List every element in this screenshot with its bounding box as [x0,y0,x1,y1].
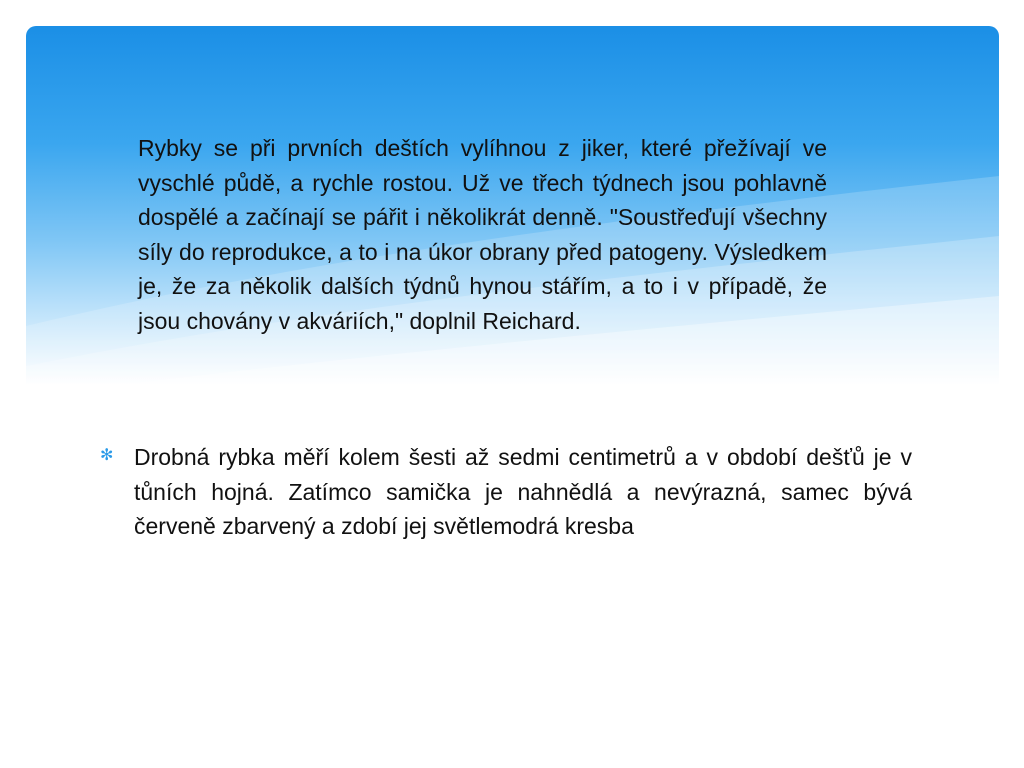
bullet-text: Drobná rybka měří kolem šesti až sedmi centimetrů a v období dešťů je v tůních hojná. Zatímco samička je nahnědlá a nevýrazná, samec bývá červeně zbarvený a zdobí jej světlemodrá kresba [134,444,912,540]
main-paragraph: Rybky se při prvních deštích vylíhnou z jiker, které přežívají ve vyschlé půdě, a rychle rostou. Už ve třech týdnech jsou pohlavně dospělé a začínají se pářit i několikrát denně. "Soustřeďují všechny síly do reprodukce, a to i na úkor obrany před patogeny. Výsledkem je, že za několik dalších týdnů hynou stářím, a to i v případě, že jsou chovány v akváriích," doplnil Reichard. [138,135,827,334]
asterisk-bullet-icon: ✻ [100,447,114,464]
